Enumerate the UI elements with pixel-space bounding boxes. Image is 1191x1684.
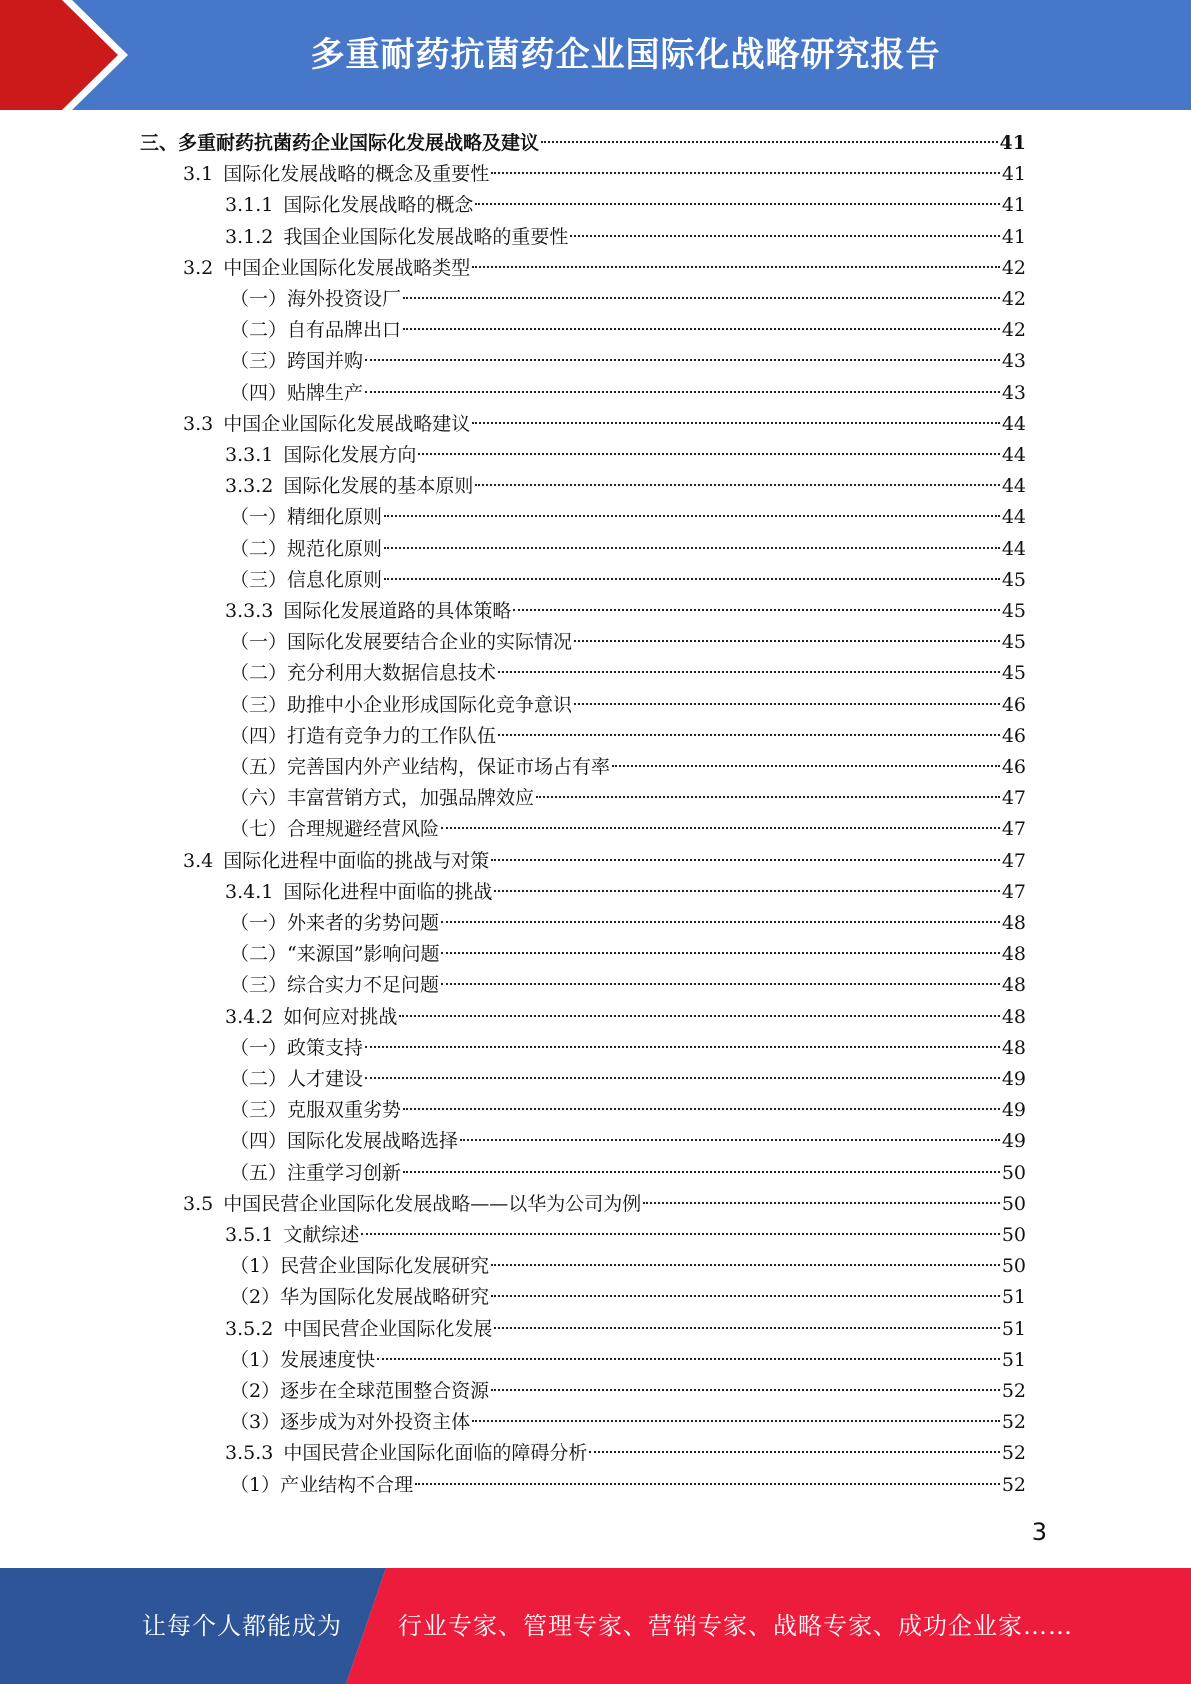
toc-entry-title: 政策支持 <box>287 1036 364 1059</box>
toc-entry-page: 49 <box>1001 1130 1026 1153</box>
toc-dot-leader <box>384 578 1000 580</box>
toc-entry-page: 41 <box>1001 225 1026 248</box>
toc-entry-title: 多重耐药抗菌药企业国际化发展战略及建议 <box>178 132 540 154</box>
toc-entry[interactable] <box>225 222 1026 253</box>
toc-entry-title: 华为国际化发展战略研究 <box>280 1286 490 1309</box>
toc-entry[interactable] <box>230 1126 1026 1157</box>
toc-entry[interactable] <box>225 1002 1026 1033</box>
toc-entry-title: 信息化原则 <box>287 568 383 591</box>
toc-entry-title: 国际化发展要结合企业的实际情况 <box>287 631 573 654</box>
toc-dot-leader <box>491 859 1000 861</box>
toc-entry-number: （二） <box>230 943 288 966</box>
toc-entry[interactable] <box>183 846 1026 877</box>
toc-dot-leader <box>574 703 1000 705</box>
toc-dot-leader <box>399 1015 999 1017</box>
toc-entry-number: （二） <box>230 319 288 342</box>
toc-entry[interactable] <box>225 440 1026 471</box>
toc-dot-leader <box>494 1327 999 1329</box>
toc-entry-page: 52 <box>1001 1380 1026 1402</box>
toc-entry-title: 精细化原则 <box>287 506 383 529</box>
toc-entry[interactable] <box>230 284 1026 315</box>
toc-entry-title: 自有品牌出口 <box>287 319 402 342</box>
toc-entry[interactable] <box>230 378 1026 409</box>
toc-dot-leader <box>460 1139 1000 1141</box>
toc-entry-title: 跨国并购 <box>287 350 364 373</box>
toc-entry[interactable] <box>230 346 1026 377</box>
toc-entry-page: 48 <box>1001 1005 1026 1028</box>
toc-entry[interactable] <box>230 690 1026 721</box>
toc-entry-number: （三） <box>230 693 288 716</box>
toc-entry-number: （一） <box>230 288 288 310</box>
toc-entry[interactable] <box>230 1095 1026 1126</box>
toc-entry-page: 45 <box>1001 600 1026 622</box>
toc-dot-leader <box>441 827 1000 829</box>
toc-entry-title: 人才建设 <box>287 1068 364 1090</box>
toc-entry[interactable] <box>230 534 1026 565</box>
toc-entry-title: 海外投资设厂 <box>287 288 402 310</box>
toc-entry-page: 41 <box>1001 194 1026 217</box>
toc-entry-page: 46 <box>1001 693 1026 716</box>
toc-entry-page: 48 <box>1001 974 1026 997</box>
toc-dot-leader <box>384 547 1000 549</box>
toc-entry[interactable] <box>230 1345 1026 1376</box>
toc-dot-leader <box>570 235 999 237</box>
toc-entry[interactable] <box>230 658 1026 689</box>
toc-entry-title: 国际化发展方向 <box>283 444 417 466</box>
toc-dot-leader <box>377 1358 1000 1360</box>
toc-entry-title: “来源国”影响问题 <box>287 943 440 966</box>
toc-dot-leader <box>475 484 999 486</box>
toc-entry[interactable] <box>230 1033 1026 1064</box>
toc-entry-page: 45 <box>1001 568 1026 591</box>
toc-dot-leader <box>513 609 999 611</box>
toc-entry-number: （一） <box>230 631 288 654</box>
toc-entry[interactable] <box>230 502 1026 533</box>
toc-entry[interactable] <box>225 1220 1026 1251</box>
toc-entry[interactable] <box>230 1158 1026 1189</box>
toc-entry-number: 3.2 <box>183 256 214 279</box>
toc-entry-title: 我国企业国际化发展战略的重要性 <box>283 225 569 248</box>
toc-entry-page: 44 <box>1001 444 1026 466</box>
toc-entry-number: 3.5.2 <box>225 1317 274 1340</box>
toc-entry-title: 中国企业国际化发展战略类型 <box>223 256 471 279</box>
toc-entry-number: （3） <box>230 1411 281 1434</box>
toc-entry-page: 45 <box>1001 662 1026 685</box>
toc-dot-leader <box>441 983 1000 985</box>
toc-dot-leader <box>494 890 999 892</box>
toc-entry-number: 3.3.2 <box>225 475 274 498</box>
toc-dot-leader <box>475 203 999 205</box>
footer-banner <box>0 1568 1191 1684</box>
toc-entry-title: 合理规避经营风险 <box>287 818 440 841</box>
toc-entry-page: 43 <box>1001 381 1026 404</box>
toc-entry-title: 发展速度快 <box>280 1348 376 1371</box>
toc-entry-title: 克服双重劣势 <box>287 1099 402 1122</box>
toc-entry-page: 51 <box>1001 1286 1026 1309</box>
toc-entry[interactable] <box>225 1438 1026 1469</box>
toc-entry-number: （六） <box>230 787 288 810</box>
toc-dot-leader <box>403 297 1000 299</box>
toc-entry[interactable] <box>225 1314 1026 1345</box>
toc-entry-number: 3.1.1 <box>225 194 274 217</box>
toc-entry-title: 国际化发展的基本原则 <box>283 475 474 498</box>
toc-entry[interactable] <box>225 596 1026 627</box>
toc-entry-title: 国际化进程中面临的挑战与对策 <box>223 849 490 872</box>
toc-dot-leader <box>491 1389 1000 1391</box>
toc-entry-title: 逐步成为对外投资主体 <box>280 1411 471 1434</box>
toc-dot-leader <box>498 671 1000 673</box>
toc-entry-page: 48 <box>1001 1036 1026 1059</box>
toc-entry-number: （五） <box>230 756 288 778</box>
toc-entry-title: 注重学习创新 <box>287 1161 402 1184</box>
toc-entry-title: 国际化发展战略的概念 <box>283 194 474 217</box>
toc-entry[interactable] <box>183 253 1026 284</box>
toc-entry-title: 打造有竞争力的工作队伍 <box>287 724 497 747</box>
toc-entry-number: （三） <box>230 1099 288 1122</box>
toc-entry-page: 44 <box>1001 506 1026 529</box>
toc-entry-title: 贴牌生产 <box>287 381 364 404</box>
toc-entry-number: （四） <box>230 724 288 747</box>
toc-entry-page: 46 <box>1001 756 1026 778</box>
toc-entry-title: 国际化发展道路的具体策略 <box>283 600 512 622</box>
toc-dot-leader <box>403 328 1000 330</box>
toc-entry-title: 外来者的劣势问题 <box>287 912 440 934</box>
toc-entry-page: 48 <box>1001 912 1026 934</box>
toc-entry-page: 49 <box>1001 1099 1026 1122</box>
toc-entry-title: 规范化原则 <box>287 537 383 560</box>
toc-entry[interactable] <box>225 471 1026 502</box>
toc-entry-page: 47 <box>1001 880 1026 903</box>
toc-entry-number: （1） <box>230 1255 281 1278</box>
toc-entry-page: 51 <box>1001 1317 1026 1340</box>
toc-entry-page: 52 <box>1001 1411 1026 1434</box>
toc-entry-page: 44 <box>1001 475 1026 498</box>
toc-entry-page: 47 <box>1001 787 1026 810</box>
toc-entry-number: （1） <box>230 1473 281 1496</box>
toc-entry-page: 52 <box>1001 1473 1026 1496</box>
toc-entry-number: （七） <box>230 818 288 841</box>
page-number: 3 <box>1031 1518 1047 1546</box>
toc-entry[interactable] <box>230 315 1026 346</box>
toc-entry-title: 国际化发展战略的概念及重要性 <box>223 163 490 186</box>
toc-entry-number: （五） <box>230 1161 288 1184</box>
toc-entry[interactable] <box>230 565 1026 596</box>
toc-entry-number: （四） <box>230 381 288 404</box>
toc-dot-leader <box>574 640 1000 642</box>
toc-entry-page: 47 <box>1001 818 1026 841</box>
toc-entry-page: 48 <box>1001 943 1026 966</box>
toc-entry-number: 3.4.2 <box>225 1005 274 1028</box>
toc-entry-title: 如何应对挑战 <box>283 1005 398 1028</box>
toc-entry-title: 国际化发展战略选择 <box>287 1130 459 1153</box>
toc-dot-leader <box>418 453 999 455</box>
toc-entry-page: 44 <box>1001 537 1026 560</box>
toc-entry-title: 中国民营企业国际化发展战略——以华为公司为例 <box>223 1192 642 1215</box>
toc-dot-leader <box>365 1046 1000 1048</box>
toc-dot-leader <box>536 796 1000 798</box>
toc-dot-leader <box>589 1451 999 1453</box>
toc-dot-leader <box>498 734 1000 736</box>
toc-dot-leader <box>384 515 1000 517</box>
toc-entry-number: （三） <box>230 568 288 591</box>
footer-slogan-left: 让每个人都能成为 <box>142 1612 342 1640</box>
toc-entry-number: 3.5.3 <box>225 1442 274 1465</box>
toc-entry[interactable] <box>225 190 1026 221</box>
toc-dot-leader <box>541 141 998 143</box>
toc-entry-page: 43 <box>1001 350 1026 373</box>
toc-entry-page: 49 <box>1001 1068 1026 1090</box>
toc-entry-page: 41 <box>999 132 1026 154</box>
toc-entry-title: 中国民营企业国际化发展 <box>283 1317 493 1340</box>
toc-entry-title: 国际化进程中面临的挑战 <box>283 880 493 903</box>
toc-entry-number: 3.5.1 <box>225 1224 274 1246</box>
toc-entry-number: 三、 <box>140 132 179 154</box>
toc-entry-page: 52 <box>1001 1442 1026 1465</box>
toc-entry[interactable] <box>183 1189 1026 1220</box>
toc-entry-number: （三） <box>230 350 288 373</box>
toc-dot-leader <box>415 1483 1000 1485</box>
toc-entry[interactable] <box>183 409 1026 440</box>
toc-entry[interactable] <box>230 721 1026 752</box>
toc-entry-number: 3.1 <box>183 163 214 186</box>
toc-entry[interactable] <box>230 1064 1026 1095</box>
toc-entry-page: 45 <box>1001 631 1026 654</box>
toc-entry-number: 3.4 <box>183 849 214 872</box>
toc-dot-leader <box>491 172 1000 174</box>
toc-entry-page: 47 <box>1001 849 1026 872</box>
toc-entry[interactable] <box>230 1376 1026 1407</box>
toc-entry[interactable] <box>230 814 1026 845</box>
toc-entry-number: （四） <box>230 1130 288 1153</box>
toc-entry-number: （一） <box>230 506 288 529</box>
toc-entry-title: 丰富营销方式，加强品牌效应 <box>287 787 535 810</box>
toc-entry-page: 44 <box>1001 412 1026 435</box>
toc-dot-leader <box>361 1233 999 1235</box>
toc-entry-title: 民营企业国际化发展研究 <box>280 1255 490 1278</box>
toc-entry-number: （三） <box>230 974 288 997</box>
header-banner <box>0 0 1191 110</box>
toc-entry-title: 中国企业国际化发展战略建议 <box>223 412 471 435</box>
toc-entry[interactable] <box>230 1282 1026 1313</box>
toc-entry-title: 产业结构不合理 <box>280 1473 414 1496</box>
toc-entry[interactable] <box>225 877 1026 908</box>
toc-dot-leader <box>441 952 999 954</box>
footer-slogan-right: 行业专家、管理专家、营销专家、战略专家、成功企业家…… <box>398 1612 1073 1640</box>
toc-entry-number: 3.3.1 <box>225 444 274 466</box>
toc-dot-leader <box>365 359 1000 361</box>
toc-dot-leader <box>612 765 1000 767</box>
toc-entry-title: 充分利用大数据信息技术 <box>287 662 497 685</box>
toc-dot-leader <box>365 1077 1000 1079</box>
toc-entry[interactable] <box>230 970 1026 1001</box>
toc-entry-page: 51 <box>1001 1348 1026 1371</box>
toc-entry-number: 3.4.1 <box>225 880 274 903</box>
toc-entry-title: 助推中小企业形成国际化竞争意识 <box>287 693 573 716</box>
toc-entry-page: 50 <box>1001 1255 1026 1278</box>
toc-entry[interactable] <box>230 908 1026 939</box>
toc-entry-number: （一） <box>230 912 288 934</box>
toc-entry-title: 完善国内外产业结构，保证市场占有率 <box>287 756 611 778</box>
toc-entry-page: 42 <box>1001 256 1026 279</box>
toc-entry-page: 41 <box>1001 163 1026 186</box>
document-title: 多重耐药抗菌药企业国际化战略研究报告 <box>310 35 941 75</box>
toc-entry-number: （二） <box>230 662 288 685</box>
toc-entry-number: 3.1.2 <box>225 225 274 248</box>
toc-entry-number: （一） <box>230 1036 288 1059</box>
toc-entry[interactable] <box>230 1251 1026 1282</box>
toc-dot-leader <box>472 266 1000 268</box>
toc-entry-page: 42 <box>1001 288 1026 310</box>
toc-dot-leader <box>643 1202 1000 1204</box>
toc-entry-title: 文献综述 <box>283 1224 360 1246</box>
toc-entry-number: （二） <box>230 1068 288 1090</box>
toc-entry-number: （二） <box>230 537 288 560</box>
toc-dot-leader <box>441 921 1000 923</box>
toc-entry-number: 3.3 <box>183 412 214 435</box>
toc-entry-page: 50 <box>1001 1224 1026 1246</box>
toc-entry-number: 3.5 <box>183 1192 214 1215</box>
toc-entry-title: 中国民营企业国际化面临的障碍分析 <box>283 1442 588 1465</box>
toc-entry-title: 综合实力不足问题 <box>287 974 440 997</box>
toc-entry-number: 3.3.3 <box>225 600 274 622</box>
toc-entry-title: 逐步在全球范围整合资源 <box>280 1380 490 1402</box>
toc-dot-leader <box>403 1108 1000 1110</box>
toc-dot-leader <box>472 422 1000 424</box>
toc-dot-leader <box>491 1295 1000 1297</box>
toc-entry-number: （2） <box>230 1380 281 1402</box>
toc-entry-page: 50 <box>1001 1192 1026 1215</box>
toc-dot-leader <box>365 391 1000 393</box>
toc-entry-page: 46 <box>1001 724 1026 747</box>
toc-entry-page: 50 <box>1001 1161 1026 1184</box>
toc-entry-number: （2） <box>230 1286 281 1309</box>
toc-dot-leader <box>472 1420 1000 1422</box>
toc-entry[interactable] <box>140 128 1026 159</box>
toc-entry[interactable] <box>230 783 1026 814</box>
toc-entry[interactable] <box>230 939 1026 970</box>
toc-dot-leader <box>403 1171 1000 1173</box>
chevron-arrow-icon <box>0 0 150 110</box>
toc-entry[interactable] <box>183 159 1026 190</box>
toc-entry-page: 42 <box>1001 319 1026 342</box>
toc-entry[interactable] <box>230 1407 1026 1438</box>
toc-entry[interactable] <box>230 752 1026 783</box>
toc-entry-number: （1） <box>230 1348 281 1371</box>
toc-dot-leader <box>491 1264 1000 1266</box>
toc-entry[interactable] <box>230 627 1026 658</box>
toc-entry[interactable] <box>230 1470 1026 1501</box>
